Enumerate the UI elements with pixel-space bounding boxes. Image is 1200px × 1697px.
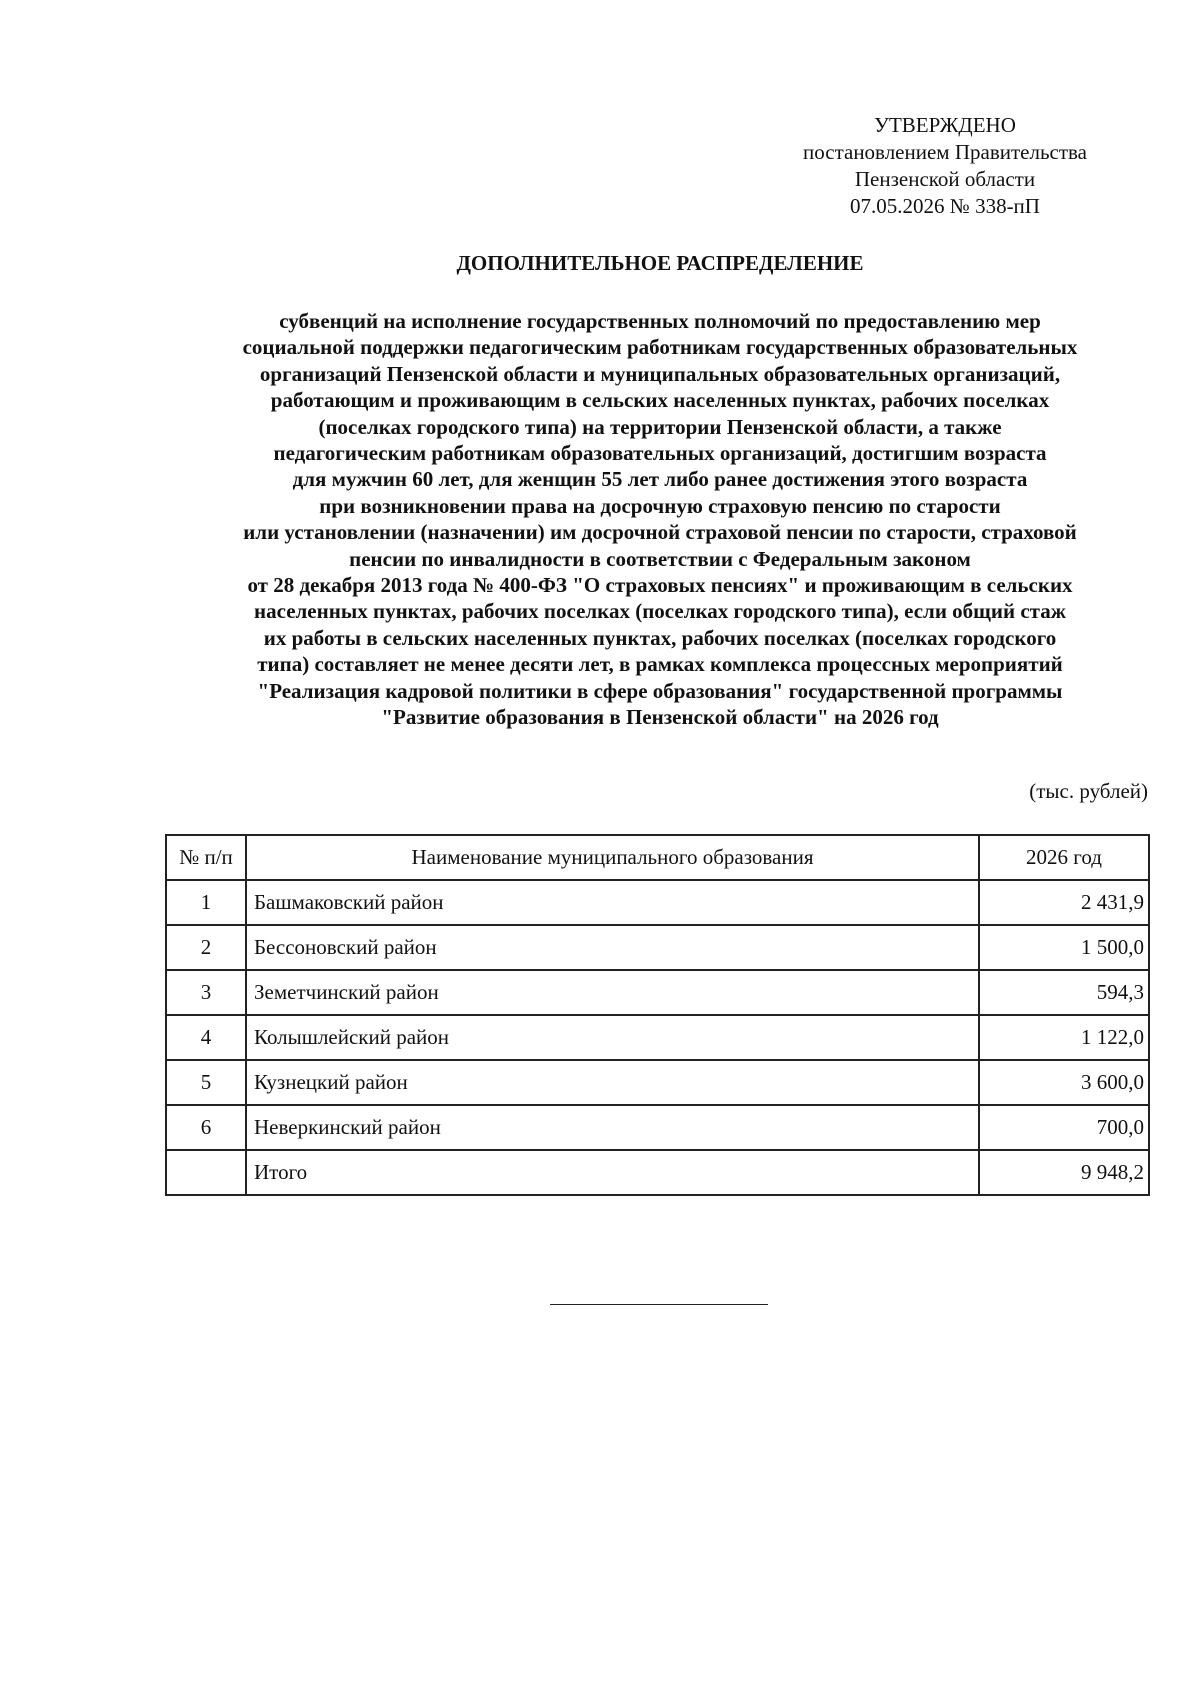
subtitle-line: от 28 декабря 2013 года № 400-ФЗ "О страховых пенсиях" и проживающим в сельских (247, 573, 1073, 598)
approval-line-region: Пензенской области (854, 167, 1036, 191)
row-amount: 700,0 (979, 1105, 1149, 1150)
document-title: ДОПОЛНИТЕЛЬНОЕ РАСПРЕДЕЛЕНИЕ (456, 251, 864, 275)
subtitle-line: организаций Пензенской области и муниципальных образовательных организаций, (259, 361, 1061, 386)
table-row (166, 1105, 1149, 1150)
row-number: 6 (166, 1105, 246, 1150)
subtitle-line: их работы в сельских населенных пунктах, рабочих поселках (поселках городского (263, 625, 1057, 650)
header-year: 2026 год (979, 835, 1149, 880)
subtitle-line: педагогическим работникам образовательных организаций, достигшим возраста (273, 441, 1047, 466)
table-row (166, 1060, 1149, 1105)
header-number: № п/п (166, 835, 246, 880)
subtitle-line: "Развитие образования в Пензенской области" на 2026 год (381, 705, 939, 730)
row-municipality: Земетчинский район (246, 970, 979, 1015)
subtitle-line: "Реализация кадровой политики в сфере образования" государственной программы (257, 678, 1063, 703)
subtitle-line: или установлении (назначении) им досрочной страховой пенсии по старости, страховой (243, 520, 1077, 545)
document-subtitle (0, 308, 1200, 731)
row-municipality: Кузнецкий район (246, 1060, 979, 1105)
total-amount: 9 948,2 (979, 1150, 1149, 1195)
table-row (166, 1015, 1149, 1060)
row-municipality: Колышлейский район (246, 1015, 979, 1060)
row-number: 1 (166, 880, 246, 925)
row-amount: 594,3 (979, 970, 1149, 1015)
distribution-table (165, 834, 1150, 1196)
subtitle-line: (поселках городского типа) на территории Пензенской области, а также (318, 414, 1002, 439)
row-number: 3 (166, 970, 246, 1015)
row-number: 2 (166, 925, 246, 970)
subtitle-line: при возникновении права на досрочную страховую пенсию по старости (319, 493, 1001, 518)
total-label: Итого (246, 1150, 979, 1195)
table-row (166, 925, 1149, 970)
row-amount: 1 500,0 (979, 925, 1149, 970)
approval-block (760, 112, 1130, 220)
header-municipality: Наименование муниципального образования (246, 835, 979, 880)
total-number (166, 1150, 246, 1195)
subtitle-line: работающим и проживающим в сельских населенных пунктах, рабочих поселках (270, 388, 1050, 413)
row-amount: 1 122,0 (979, 1015, 1149, 1060)
row-municipality: Бессоновский район (246, 925, 979, 970)
subtitle-line: для мужчин 60 лет, для женщин 55 лет либо ранее достижения этого возраста (292, 467, 1028, 492)
approval-label: УТВЕРЖДЕНО (874, 113, 1016, 137)
table-row (166, 880, 1149, 925)
table-header-row (166, 835, 1149, 880)
row-municipality: Башмаковский район (246, 880, 979, 925)
table-row (166, 970, 1149, 1015)
row-amount: 3 600,0 (979, 1060, 1149, 1105)
row-number: 4 (166, 1015, 246, 1060)
subtitle-line: социальной поддержки педагогическим работникам государственных образовательных (242, 335, 1078, 360)
row-amount: 2 431,9 (979, 880, 1149, 925)
table-total-row (166, 1150, 1149, 1195)
approval-line-decree: постановлением Правительства (802, 140, 1087, 164)
subtitle-line: пенсии по инвалидности в соответствии с Федеральным законом (349, 546, 971, 571)
closing-divider (550, 1304, 768, 1305)
units-note: (тыс. рублей) (1029, 779, 1148, 803)
row-municipality: Неверкинский район (246, 1105, 979, 1150)
approval-line-date-number: 07.05.2026 № 338-пП (850, 194, 1040, 218)
subtitle-line: типа) составляет не менее десяти лет, в рамках комплекса процессных мероприятий (257, 652, 1063, 677)
subtitle-line: населенных пунктах, рабочих поселках (поселках городского типа), если общий стаж (254, 599, 1066, 624)
subtitle-line: субвенций на исполнение государственных полномочий по предоставлению мер (279, 309, 1041, 333)
row-number: 5 (166, 1060, 246, 1105)
